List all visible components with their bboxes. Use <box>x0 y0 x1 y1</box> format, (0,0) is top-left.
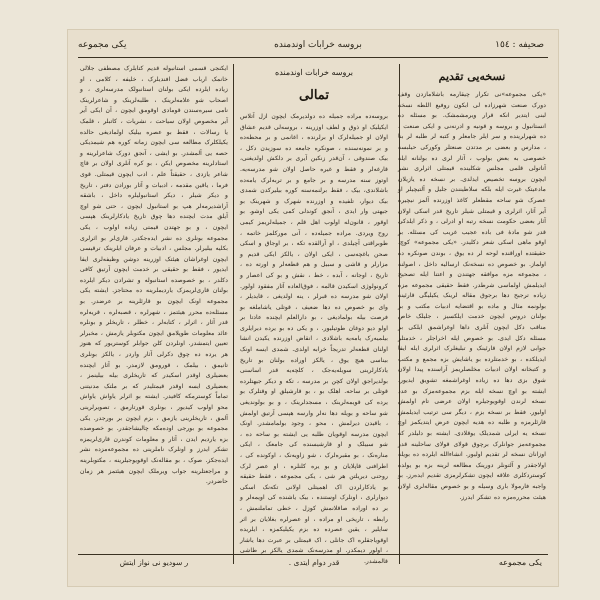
column-divider-left <box>233 64 234 564</box>
left-column-footer: ر سودیو نی نواز ایتش <box>119 558 189 567</box>
middle-column-footer: قدر دوام ایتدی . <box>288 558 340 567</box>
magazine-page <box>68 30 558 586</box>
middle-column-text: بروسه‌ده مراده جمیله ده دولدیرمک ایچون ازل آتلاس ایکیلیک او ذوق و لطف اوزرینه ، بروسه‌لی قدیم عشاق اولان او جمیله‌لرک او برلرنده ، اغانمی و بر محطه‌ده و بر نمونه‌سنده ، صونکره جامعه ده سوزیدن دکل ، بیک صندوقی ، آن‌قدر زنکین آیری بر دلکش اولدیغنی، قارغه‌لر و فقط و غیره حاصل اولان شو مدرسه‌یه. اوتوز سنه مدرسه و بر جامع و بر تربه‌لرک یامه‌ده باشلاندی، بیک ، فقط برلنمه‌سنه کوره بیلیرکدن شمدی بیک دیوار، تلفیده و اوزرنده شهرک و شهرینک بو جیهتی وار ایدی ، آنجق کوندلی کمی یکی اوشو. بو اوقور ، قانون‌له اولوب اهل قلم ، جمیله‌لریمز کیمی روح ویردی. مراده جمیله‌ده ، آنی مورکلمز خاتمه ، طوبراقتی آچیلدی ، او آرالقده تکه ، بر اوجاق و اسکی صحن باغچه‌سی ، ایکی اولان ، یالکز ایکی قدیم و مزارلر و قاشی و سبیل و هم قطعه‌لر و اورته ده ، تاریخ ، اوجانه ، آبده ، خط ، نقش و بو کی اعصار و کرونولوژی اسکیدن قالمه ، فوق‌العاده آثار مفقود اولور. اولان شو مدرسه ده قبرلر ، ینه اولدیغی ، قایدیلر ، وای بو خصوص ده دها ضعیف ، قوتلی یاشاملغه بو فرصت بیله بولمادیغی ، بو دارالعلم ایچنده عادتا بر اولو دیو دوغان طوتیلیور. ، و یکی ده بو یرده دیرایلری بیلمیه‌رک یامه‌یه باشلادی ، انقاض اوزرنده یکیدن انشا اولنان قطعه‌لر تدریجاً خرابه اولدی. شمدی ایسه اونک بیناسی هیچ یوق ، یالکز اوراده بولنان بو تاریخ یادکارلرینی سویله‌یه‌جک ، کلچه‌یه قدر اساسنی بولدیراجق اولان کچن بر مدرسه ، تکه و دیکر جیهتلرده قوتلی بر ساحه. اهلک بو ، بو قارشیلق او وقتلرک بو یرده کی قویمه‌لرینک ، مسجدلرینک ، و بو بولوندیغی شو ساحه و بویله دها نه‌لر وارسه هپسی آرتیق اولمش ، باقیدن دیرلمش ، محو ، وجود بولمامشدر. اونک ایچون مدرسه اوقویان طلبه یی ایشته بو ساحه ده ، شو سبیلک و او قارشیسنده کی جامعک ، ایکی مناره‌نک ، بو مقبره‌لرک ، شو زاویه‌نک ، اوکونده کی ، اطرافنی قاپلایان و بو یره کلنلره ، او عصر لرک روحنی دیریلتن هر شی ، یکی مجموعه ، فقط حقیقه بو یادکارلردن اک اهمیتلی اولانی تکه‌نک اسکی دیوارلری ، اونلرک اوستنده ، بیک یاشنده کی اویمه‌لر و بر ده اوراده صاقلانمش کوزل ، خطی تماملنمش ، رابطه ، تاریخی او مراده ، او عصرلره بغلایان بر اثر سایلیر ، یقین عصرده ده بزم یکیلیکمزه ، ایلریده اوقویاجقلره اک جانلی ، اک قیمتلی بر عبرت دها یاشار ، اولور دیمکدر. او مدرسه‌نک شمدی یالکز بر طاشی قالمشدر. <box>240 113 388 565</box>
header-rule <box>78 57 548 58</box>
right-column-text: «یکی مجموعه»نی تکرار چیقارمه باشلامازدن وقف دورک صنعت شهرزاده لی ابکون روفیع اللطه نسخه لبنی ایتدیر انکه قرار ویرمشمشک. بو مسئله ده انستانبول و بروسه و قونیه و ادرنه‌نی و ایکی صنعت ، ده شهرلرینده و سر ایلر جامعلر و کتبه لر طلبه لر بنا ، مدارس و بعضی بر مدتدن صنعتلر وکورکی حیلبسه خصوصی به‌ بعض بولوب ، آثار لری ده بولنانه ایله آناتولی قلمی‌ مجلس شکلینده قیمتلی اثرلری نشر ایچون بروسه تخصیص ایدلدی. بر نسخه ده یازیلان مادعیتک غیرت ایله بلکه سلاطینندن جلیل و آلتیچیلر او عصرک شو ساحه مقطعلر کاغذ اوزرنده آلمز نیچیره آیر آثار، اثرلری و قیمتلی شیلر تاریخ قدر اسکی اولان آثار بعضی حکومت نسخه رتبه او ادرلی ، و ذکر ایلدکی قدر شو مادهٔ فی باده عجیب غریب کی مسئله. بر اوقو ماهی اسکی شعر دکلیدر. «یکی مجموعه» کوچ. حقیقتده اوراقنده لوحه لر ده یوق ، بوندن صونکره ده اولماز. بو خصوص ده نسخه‌نک ارسالیه داخل ، اصولنه ، مجموعه مزه موافقه جهتندن و اعتنا ایله تصحیح ایدیلمش اولماسی شرطدر. فقط حقیقی مجموعه مزه زیاده ترجیح دها برجوق مقاله لرینک یکیلیگی قارئینه‌ بولونمه‌ مثال و ماده بو اقتضایه ادبیات مکتب و بر بولنان دروس ایچون خدمت ایلکسیز ، جلیلک خاص مناقب دکل ایچون آنلری داها اوغراشمق ایلکی بر مسئله دکل ایدی. بو خصوص ایله اخراجلر ، خدمتلر جوابی لازم اولان قارئینک و تبلیغلرک اثرلری ایله ایفا ایدیلکده ، بو خدمتلرده بو یاشایش بزه مجمع و مکتب و کتبخانه اولان ادبیات مخلصلریمز آراسنده پیدا اولان شوق بزی دها ده زیاده اوغراشمغه تشویق ایدیور. ایشته بو اوچ نسخه ایله بزم مجموعه‌مزک بو عدد نسخه لرندن اوقویوجیلره اولان عرضی تام اولمش اولیور. فقط بر نسخه بزم ، دیگر سی ترتیب ایدیلمش قارئلرمزه و طلبه ده هدیه ایچون عرض ایتدیکمز اوچ نسخه یه ایرلی شمدیلک یوقلادی. ایشته بو دلیلدر که مجموعه‌مز جوانلرک برچوق قولای قولای ساحلینه قدر اوزانان نسخه لر تقدیم اولیور. انشاءالله ایلرده ده بویله اولاجقدر و آلتونلر دورینک مطالعه‌ لرینه بزه بو یولده کوستردکلری علاقه ایچون تشکرلرمزی تقدیم ایده‌رز. بو واجبه فارمولا باری وسیله و بو خصوص مقاله‌لری اولان هیئت محرره‌مزه ده تشکر ایدرز. <box>398 91 546 501</box>
right-column-title: نسخه‌یی تقدیم <box>438 70 506 83</box>
right-column-signature: يكى مجموعه <box>498 558 542 567</box>
footer-rule <box>78 554 548 555</box>
middle-column-title: تمالی <box>299 88 329 103</box>
right-column-body <box>398 90 546 550</box>
middle-column-supertitle: بروسه خرابات اوندمنده <box>275 68 353 77</box>
left-column-body <box>80 64 228 552</box>
running-title: بروسه خرابات اوندمنده <box>274 40 362 50</box>
magazine-name: يكى مجموعه <box>78 40 127 50</box>
page-number-label: صحیفه : ١٥٤ <box>495 40 544 50</box>
left-column-text: ایکنجی قسمی استانبوله قدیم کتابلرک مصطفی جلالی خانمک ارباب فضل افندیلرک ، خلیفه ، کلامی ، او زیاده ایلرده ایکی بولنان استانبولک مدرسه‌لری ، و اصحاب شو علامه‌لرینک ، طلبه‌لرینک و شاعرلرینک نامی سیره‌سندن قومادی اوقومق ایچون ، آن ایکی آیر آیر مخصوص اولان سیاحت ، نشریات ، کاتبلر ، قلمک یا رسالات ، فقط بو عصره بیلیک اولمادیغی حالده یکیلکلرک مطالعه سی ایچون زمانه کوره هم شیمدیکی حصه یی آلمشدر. بو ایشی ، آنجق دورک شاعرلرینه و استادلرینه مخصوص ایکن ، بو کره آنلری اولان بر قاچ شاعر یازدی ، حقیقتاً علم ، ادب ایچون قیمتلی. قوی فرما ، یاقین مقدمه ، ادبیات و آثار بورادن دفتر ، تاریخ و دیکر شیلر ، دیکر استانبولیلره داخل ، باشقه آراشدیرمه‌لر هپ بو استانبول ایچون ، حتی شو اوچ آیلق مدت ایچنده دها چوق تاریخ یادکارلرینک هپسی ایچون ، و بو جهتدن قیمتی زیاده اولوب ، یکی مجموعه بونلری ده نشر ایده‌جکدر. قاری‌لر بو اثرلری بکلیه بیلیرلر. مجلس ، ادبیات و عرفان ایلرینک ترقیسی ایچون اوغراشان هیئتک اوزرینه دوشن وظیفه‌لری ایفا ایدیور ، فقط بو حقیقی بر خدمت ایچون آرتیق کافی دکلدر ، بو خصوصده استانبوله و تشرادن دیکر ایلرده بولنان قاری‌لریمزک یاردیملرینه ده محتاجز. ایشته یکی مجموعه اونک ایچون بو قارئلرینه بر عرضدر. بو مسئله‌ده محرر هیئتمز ، شهرلره ، قصبه‌لره ، قریه‌لره قدر آثار ، اثرلر ، کتابه‌لر ، خطلر ، تاریخلر و بونلره عائد معلومات طوپلامق ایچون مکتوبلر یازمش ، مخبرلر تعیین ایتمشدر. اونلردن کلن جوابلر کوستریور که هنوز هر یرده ده چوق دکرلی آثار واردر ، یالکز بونلری تانیمق ، بیلمک ، قورومق لازمدر. بو آثار ایچنده بعضیلری اوقدر اسکیدر که تاریخلری بیله بیلینمز ، بعضیلری ایسه اوقدر قیمتلیدر که بر ملتک مدنیتنی تماماً کوسترمکه کافیدر. ایشته بو اثرلر یاواش یاواش محو اولوب کیدیور ، بونلری قورتارمق ، تصویرلرینی آلمق ، تاریخلرینی یازمق ، بزم ایچون بر بورجدر. یکی مجموعه بو بورجی اوده‌مکه چالیشاجقدر. بو خصوصده بزه یاردیم ایدن ، آثار و معلومات کوندرن قاری‌لریمزه تشکر ایدرز و اونلرک ناملرینی ده مجموعه‌مزده نشر ایده‌جکز. صوک ، بو مقاله‌نک اوقویوجیلرینه ، مکتوبلرینه و مراجعتلرینه جواب ویرملک ایچون هیئتمز هر زمان حاضردر. <box>80 65 228 486</box>
